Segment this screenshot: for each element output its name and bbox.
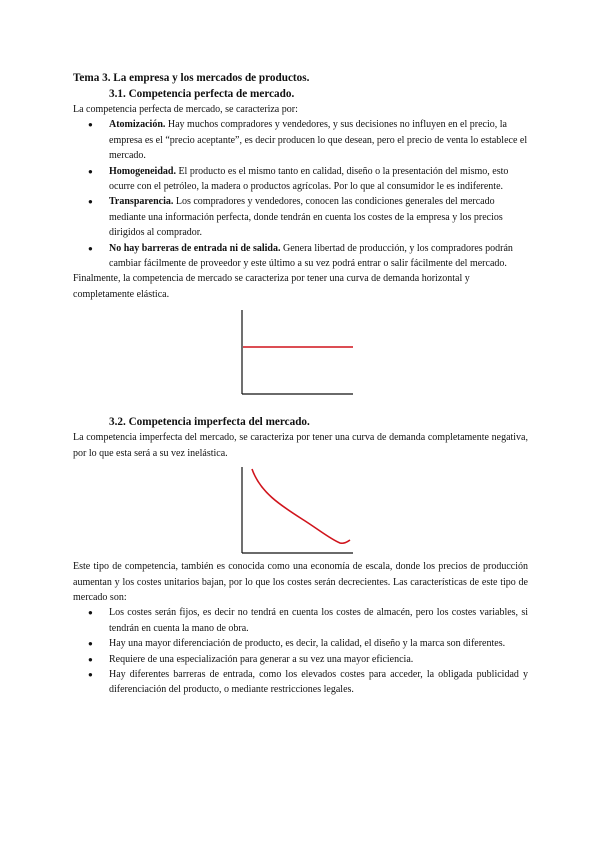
section-1-title: 3.1. Competencia perfecta de mercado. [109, 88, 295, 100]
section-1-list [73, 117, 528, 271]
section-2-title: 3.2. Competencia imperfecta del mercado. [109, 416, 310, 429]
list-item: ● Hay una mayor diferenciación de producto, es decir, la calidad, el diseño y la marca son diferentes. [109, 636, 528, 651]
list-item: ● Transparencia. Los compradores y vendedores, conocen las condiciones generales del mercado mediante una información perfecta, donde tendrán en cuenta los costes de la empresa y los precios dirigidos al comprador. [109, 194, 528, 240]
list-item: ● No hay barreras de entrada ni de salida. Genera libertad de producción, y los compradores podrán cambiar fácilmente de proveedor y este último a su vez podrá entrar o salir fácilmente del mercado. [109, 241, 528, 272]
demand-curve-negative [252, 469, 350, 543]
page-title: Tema 3. La empresa y los mercados de productos. [73, 72, 310, 84]
section-1-conclusion: Finalmente, la competencia de mercado se caracteriza por tener una curva de demanda horizontal y completamente elástica. [73, 273, 470, 300]
document-page [73, 70, 528, 698]
list-item: ● Los costes serán fijos, es decir no tendrá en cuenta los costes de almacén, pero los costes variables, si tendrán en cuenta la mano de obra. [109, 605, 528, 636]
section-2-paragraph: Este tipo de competencia, también es conocida como una economía de escala, donde los precios de producción aumentan y los costes unitarios bajan, por lo que los costes serán decrecientes. Las características de este tipo de mercado son: [73, 561, 528, 603]
list-item: ● Requiere de una especialización para generar a su vez una mayor eficiencia. [109, 652, 528, 667]
list-item: ● Homogeneidad. El producto es el mismo tanto en calidad, diseño o la presentación del mismo, esto ocurre con el petróleo, la madera o productos agrícolas. Por lo que al consumidor le es indiferente. [109, 164, 528, 195]
negative-demand-graph [240, 467, 355, 555]
section-2-list [73, 605, 528, 697]
section-2-intro: La competencia imperfecta del mercado, se caracteriza por tener una curva de demanda completamente negativa, por lo que esta será a su vez inelástica. [73, 432, 528, 459]
list-item: ● Atomización. Hay muchos compradores y vendedores, y sus decisiones no influyen en el precio, la empresa es el “precio aceptante”, es decir producen lo que desean, pero el precio de venta lo establece el mercado. [109, 117, 528, 163]
section-1-intro: La competencia perfecta de mercado, se caracteriza por: [73, 104, 298, 115]
list-item: ● Hay diferentes barreras de entrada, como los elevados costes para acceder, la obligada publicidad y diferenciación del producto, o mediante restricciones legales. [109, 667, 528, 698]
horizontal-demand-graph [240, 310, 355, 396]
